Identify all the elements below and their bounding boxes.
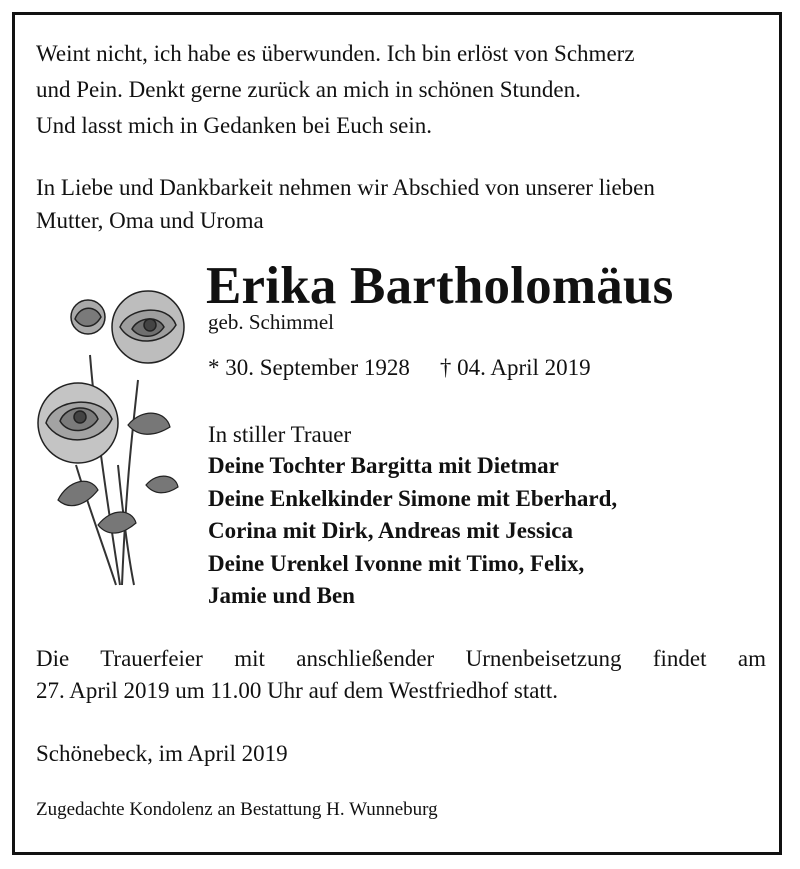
death-date: † 04. April 2019 <box>439 355 591 380</box>
ceremony-line: 27. April 2019 um 11.00 Uhr auf dem Westfriedhof statt. <box>36 678 558 703</box>
verse-line: Weint nicht, ich habe es überwunden. Ich bin erlöst von Schmerz <box>36 41 635 66</box>
ceremony-line: Die Trauerfeier mit anschließender Urnenbeisetzung findet am <box>36 646 766 671</box>
mourners-list <box>208 450 617 613</box>
place-date: Schönebeck, im April 2019 <box>36 741 288 766</box>
intro-line: Mutter, Oma und Uroma <box>36 208 264 233</box>
life-dates <box>208 353 591 383</box>
intro-line: In Liebe und Dankbarkeit nehmen wir Abschied von unserer lieben <box>36 175 655 200</box>
deceased-name: Erika Bartholomäus <box>206 257 674 315</box>
mourner-line: Deine Tochter Bargitta mit Dietmar <box>208 453 559 478</box>
birth-date: * 30. September 1928 <box>208 355 410 380</box>
mourner-line: Jamie und Ben <box>208 583 355 608</box>
roses-icon <box>28 285 203 595</box>
verse <box>36 36 635 144</box>
mourner-line: Deine Enkelkinder Simone mit Eberhard, <box>208 485 618 511</box>
verse-line: Und lasst mich in Gedanken bei Euch sein. <box>36 113 433 138</box>
intro-text <box>36 171 655 237</box>
maiden-name: geb. Schimmel <box>208 310 334 334</box>
ceremony-info <box>36 643 766 707</box>
condolence-note: Zugedachte Kondolenz an Bestattung H. Wunneburg <box>36 799 438 820</box>
mourner-line: Deine Urenkel Ivonne mit Timo, Felix, <box>208 550 585 576</box>
mourners-label: In stiller Trauer <box>208 422 352 447</box>
mourner-line: Corina mit Dirk, Andreas mit Jessica <box>208 518 574 543</box>
verse-line: und Pein. Denkt gerne zurück an mich in schönen Stunden. <box>36 77 581 102</box>
